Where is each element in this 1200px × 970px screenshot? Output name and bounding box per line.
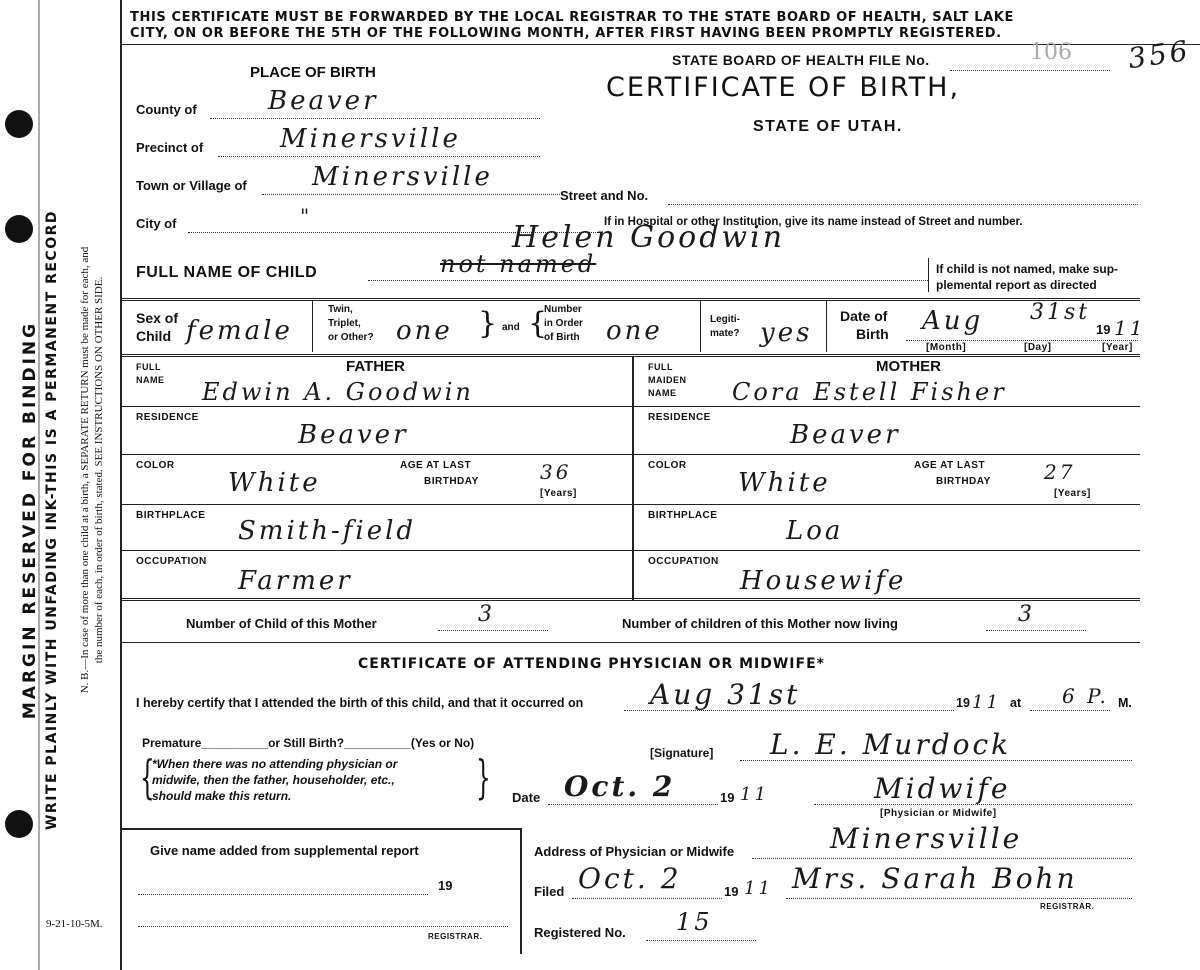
dotted-line xyxy=(752,858,1132,859)
divider xyxy=(928,258,929,292)
occurred-date: Aug 31st xyxy=(650,678,801,711)
order-value: one xyxy=(606,316,663,346)
mother-occupation-label: OCCUPATION xyxy=(648,556,719,567)
filed-date: Oct. 2 xyxy=(578,862,682,895)
binding-margin-text: MARGIN RESERVED FOR BINDING xyxy=(20,320,40,720)
nb-note-line1: N. B.—In case of more than one child at a birth, a SEPARATE RETURN must be made for each, and xyxy=(79,246,91,694)
county-value: Beaver xyxy=(268,86,379,116)
order-label-3: of Birth xyxy=(544,332,580,343)
rule xyxy=(120,598,1140,601)
mother-color-label: COLOR xyxy=(648,460,687,471)
father-age-label-2: BIRTHDAY xyxy=(424,476,479,487)
certify-text: I hereby certify that I attended the birth of this child, and that it occurred on xyxy=(136,696,584,710)
living-label: Number of children of this Mother now living xyxy=(622,616,898,631)
dotted-line xyxy=(572,898,722,899)
note-line-2: midwife, then the father, householder, etc., xyxy=(152,773,395,787)
twin-label-3: or Other? xyxy=(328,332,374,343)
address-label: Address of Physician or Midwife xyxy=(534,844,735,859)
rule xyxy=(120,298,1140,301)
divider xyxy=(700,300,701,352)
mother-age-label-2: BIRTHDAY xyxy=(936,476,991,487)
dob-label-2: Birth xyxy=(856,326,889,342)
child-name-value: Helen Goodwin xyxy=(512,220,786,255)
note-line-3: should make this return. xyxy=(152,789,292,803)
dotted-line xyxy=(368,280,928,281)
father-heading: FATHER xyxy=(346,358,405,375)
mother-age-label-1: AGE AT LAST xyxy=(914,460,986,471)
notice-line-2: CITY, ON OR BEFORE THE 5TH OF THE FOLLOWING MONTH, AFTER FIRST HAVING BEEN PROMPTLY REGISTERED. xyxy=(130,26,1002,41)
rule xyxy=(120,642,1140,643)
form-code: 9-21-10-5M. xyxy=(46,918,103,930)
divider xyxy=(312,300,313,352)
registered-label: Registered No. xyxy=(534,925,626,940)
day-caption: [Day] xyxy=(1024,342,1052,353)
dotted-line xyxy=(668,204,1138,205)
dob-month: Aug xyxy=(922,306,984,336)
twin-label-1: Twin, xyxy=(328,304,353,315)
twin-label-2: Triplet, xyxy=(328,318,361,329)
father-color-label: COLOR xyxy=(136,460,175,471)
father-years-caption: [Years] xyxy=(540,488,577,499)
dob-year-suffix: 11 xyxy=(1114,316,1146,340)
brace: { xyxy=(140,750,155,804)
brace: } xyxy=(476,750,491,804)
mother-occupation-value: Housewife xyxy=(740,566,907,596)
mother-maiden-label: MAIDEN xyxy=(648,375,687,385)
dotted-line xyxy=(646,940,756,941)
file-no-value: 106 xyxy=(1030,40,1072,65)
town-value: Minersville xyxy=(312,162,493,192)
mother-age-value: 27 xyxy=(1044,460,1076,484)
dotted-line xyxy=(786,898,1132,899)
name-note-2: plemental report as directed xyxy=(936,278,1097,292)
dotted-line xyxy=(1030,710,1110,711)
note-line-1: *When there was no attending physician or xyxy=(152,757,398,771)
precinct-value: Minersville xyxy=(280,124,461,154)
signature-label: [Signature] xyxy=(650,746,714,760)
premature-text: Premature__________or Still Birth?__________(Yes or No) xyxy=(142,736,475,750)
file-no-label: STATE BOARD OF HEALTH FILE No. xyxy=(672,52,930,68)
rule xyxy=(120,454,1140,455)
father-birthplace-value: Smith-field xyxy=(238,516,417,546)
mother-birthplace-label: BIRTHPLACE xyxy=(648,510,718,521)
notice-line-1: THIS CERTIFICATE MUST BE FORWARDED BY THE LOCAL REGISTRAR TO THE STATE BOARD OF HEALTH, SALT LAKE xyxy=(130,10,1014,25)
mother-color-value: White xyxy=(738,468,831,498)
father-occupation-label: OCCUPATION xyxy=(136,556,207,567)
registered-value: 15 xyxy=(676,908,713,936)
corner-number: 356 xyxy=(1126,33,1193,76)
father-occupation-value: Farmer xyxy=(238,566,353,596)
mother-years-caption: [Years] xyxy=(1054,488,1091,499)
city-label: City of xyxy=(136,216,177,231)
ink-notice: WRITE PLAINLY WITH UNFADING INK-THIS IS A PERMANENT RECORD xyxy=(44,209,60,831)
mother-residence-value: Beaver xyxy=(790,420,901,450)
m-label: M. xyxy=(1118,696,1132,710)
divider xyxy=(826,300,827,352)
place-heading: PLACE OF BIRTH xyxy=(250,64,376,81)
father-full-label: FULL xyxy=(136,362,161,372)
rule xyxy=(120,406,1140,407)
father-age-value: 36 xyxy=(540,460,572,484)
order-label-2: in Order xyxy=(544,318,583,329)
filing-registrar-caption: REGISTRAR. xyxy=(1040,902,1095,911)
time-value: 6 P. xyxy=(1062,684,1109,708)
sign-date-value: Oct. 2 xyxy=(564,770,676,803)
dob-day: 31st xyxy=(1030,300,1091,325)
brace: } xyxy=(478,306,498,341)
occurred-year-prefix: 19 xyxy=(956,696,970,710)
supplemental-heading: Give name added from supplemental report xyxy=(150,843,419,858)
child-no-value: 3 xyxy=(478,602,495,627)
rule xyxy=(120,354,1140,357)
father-name-label: NAME xyxy=(136,375,165,385)
hospital-note: If in Hospital or other Institution, give its name instead of Street and number. xyxy=(604,216,1023,228)
month-caption: [Month] xyxy=(926,342,967,353)
mother-name-value: Cora Estell Fisher xyxy=(732,378,1007,406)
legit-value: yes xyxy=(760,318,813,348)
father-residence-value: Beaver xyxy=(298,420,409,450)
town-label: Town or Village of xyxy=(136,178,247,193)
mother-birthplace-value: Loa xyxy=(786,516,844,546)
dotted-line xyxy=(986,630,1086,631)
dotted-line xyxy=(438,630,548,631)
physician-heading: CERTIFICATE OF ATTENDING PHYSICIAN OR MIDWIFE* xyxy=(358,656,825,672)
dotted-line xyxy=(950,70,1110,71)
supplemental-registrar-caption: REGISTRAR. xyxy=(428,932,483,941)
form-left-border xyxy=(120,0,122,970)
brace: { xyxy=(528,306,548,341)
child-name-struck: not named xyxy=(440,250,597,278)
mother-full-label: FULL xyxy=(648,362,673,372)
twin-value: one xyxy=(396,316,453,346)
physician-title-caption: [Physician or Midwife] xyxy=(880,808,997,819)
dotted-line xyxy=(210,118,540,119)
dotted-line xyxy=(138,926,508,927)
filed-year-suffix: 11 xyxy=(744,878,773,899)
child-no-label: Number of Child of this Mother xyxy=(186,616,377,631)
city-value: " xyxy=(300,204,313,228)
dotted-line xyxy=(138,894,428,895)
father-birthplace-label: BIRTHPLACE xyxy=(136,510,206,521)
precinct-label: Precinct of xyxy=(136,140,204,155)
father-age-label-1: AGE AT LAST xyxy=(400,460,472,471)
sex-value: female xyxy=(186,316,293,346)
sex-label-2: Child xyxy=(136,328,171,344)
mother-heading: MOTHER xyxy=(876,358,941,375)
county-label: County of xyxy=(136,102,197,117)
dob-year-prefix: 19 xyxy=(1096,322,1111,337)
dob-label-1: Date of xyxy=(840,308,888,324)
rule xyxy=(120,550,1140,551)
physician-title-value: Midwife xyxy=(874,772,1011,805)
sign-year-prefix: 19 xyxy=(720,790,735,805)
mother-residence-label: RESIDENCE xyxy=(648,412,711,423)
punch-hole xyxy=(5,215,33,243)
order-label-1: Number xyxy=(544,304,582,315)
year-caption: [Year] xyxy=(1102,342,1133,353)
father-name-value: Edwin A. Goodwin xyxy=(202,378,474,406)
child-name-label: FULL NAME OF CHILD xyxy=(136,264,318,281)
signature-value: L. E. Murdock xyxy=(770,728,1012,761)
father-color-value: White xyxy=(228,468,321,498)
mother-name-label: NAME xyxy=(648,388,677,398)
dotted-line xyxy=(218,156,540,157)
address-value: Minersville xyxy=(830,822,1023,855)
and-label: and xyxy=(502,322,520,333)
punch-hole xyxy=(5,810,33,838)
living-value: 3 xyxy=(1018,602,1035,627)
supplemental-year-prefix: 19 xyxy=(438,878,453,893)
filed-year-prefix: 19 xyxy=(724,884,739,899)
street-label: Street and No. xyxy=(560,188,649,203)
certificate-title: CERTIFICATE OF BIRTH, xyxy=(606,72,961,103)
dotted-line xyxy=(262,194,562,195)
sex-label-1: Sex of xyxy=(136,310,179,326)
name-note-1: If child is not named, make sup- xyxy=(936,262,1119,276)
rule xyxy=(120,504,1140,505)
nb-note-line2: the number of each, in order of birth, stated. SEE INSTRUCTIONS ON OTHER SIDE. xyxy=(93,276,105,664)
legit-label-2: mate? xyxy=(710,328,740,339)
legit-label-1: Legiti- xyxy=(710,314,740,325)
sign-year-suffix: 11 xyxy=(740,784,769,805)
at-label: at xyxy=(1010,696,1022,710)
dotted-line xyxy=(906,340,1138,341)
occurred-year-suffix: 11 xyxy=(972,692,1001,713)
state-of-utah: STATE OF UTAH. xyxy=(753,118,903,135)
date-label: Date xyxy=(512,790,541,805)
parents-divider xyxy=(632,356,634,600)
father-residence-label: RESIDENCE xyxy=(136,412,199,423)
filed-label: Filed xyxy=(534,884,565,899)
dotted-line xyxy=(548,804,718,805)
registrar-value: Mrs. Sarah Bohn xyxy=(792,862,1078,895)
punch-hole xyxy=(5,110,33,138)
